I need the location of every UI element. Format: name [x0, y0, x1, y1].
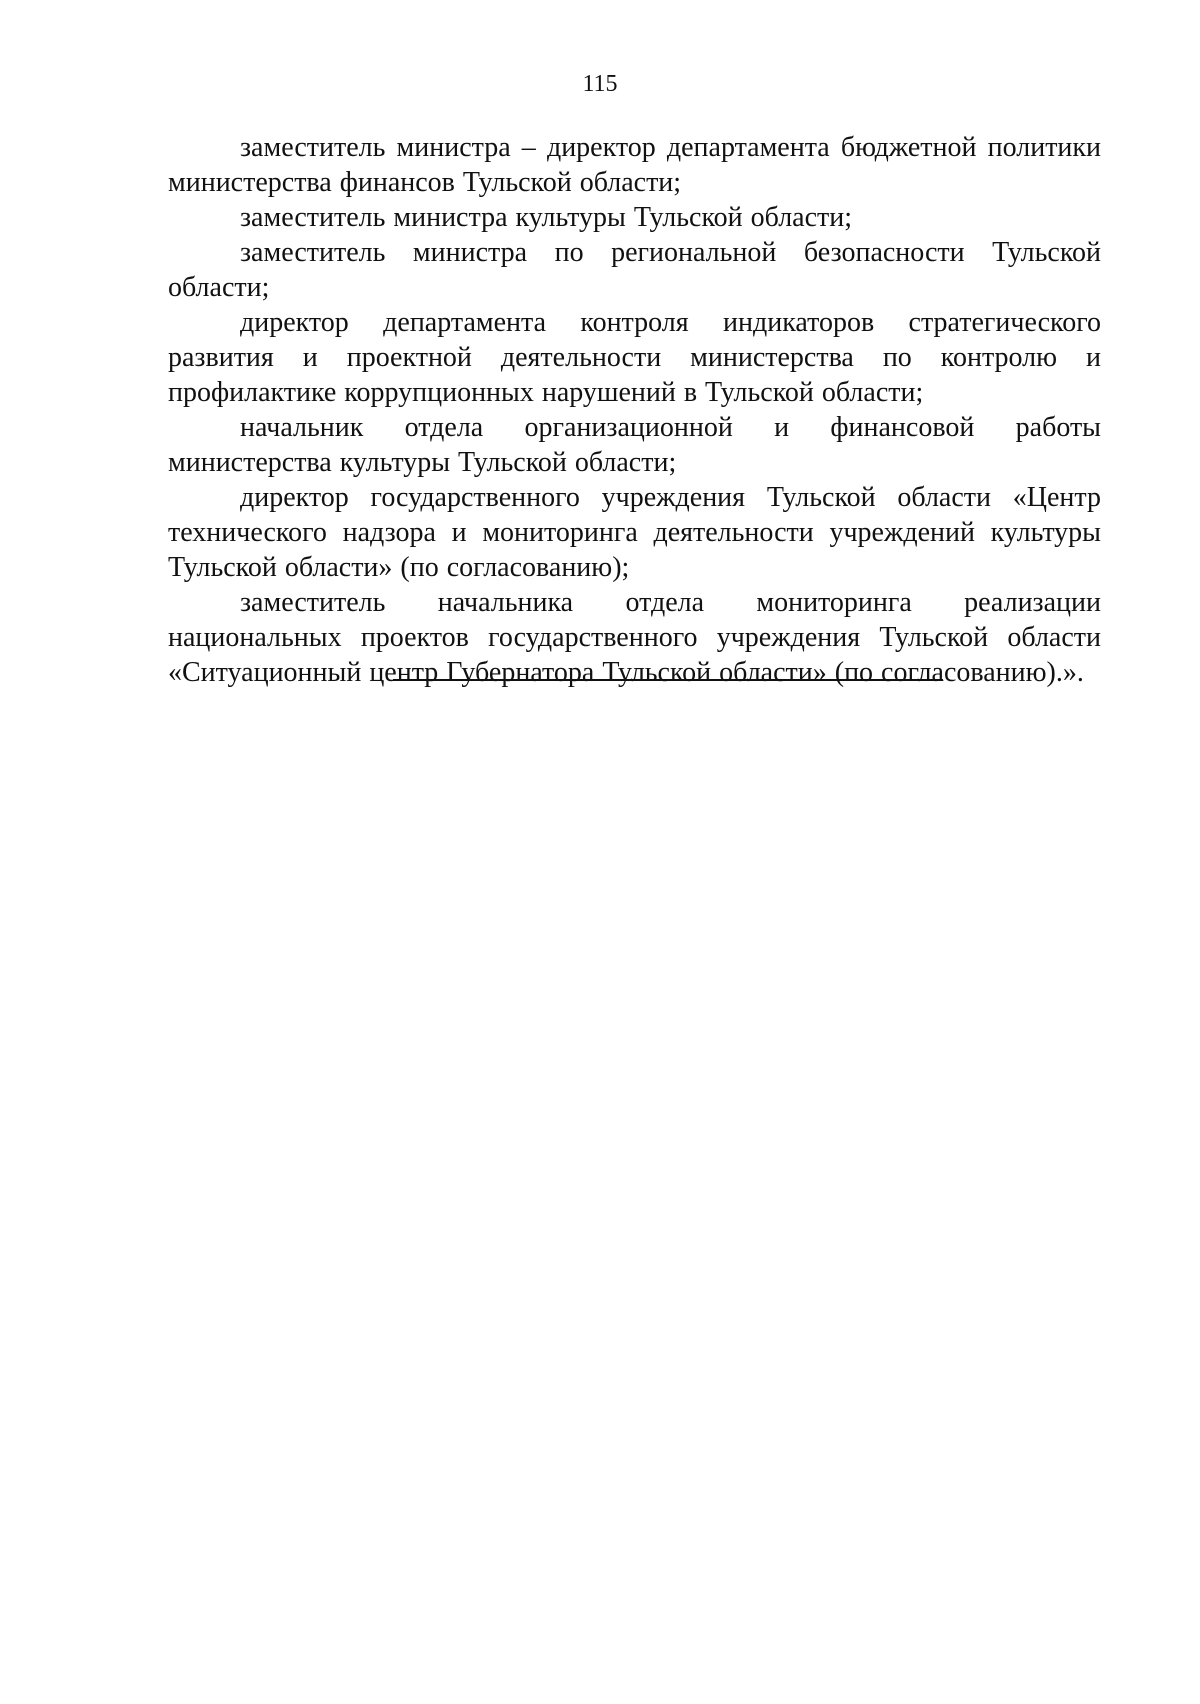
- paragraph: заместитель министра – директор департамента бюджетной политики министерства финансов Тульской области;: [168, 132, 1101, 198]
- body-text: [168, 130, 1101, 690]
- paragraph: заместитель министра по региональной безопасности Тульской области;: [168, 237, 1101, 303]
- paragraph: заместитель министра культуры Тульской области;: [240, 202, 853, 233]
- paragraph: начальник отдела организационной и финансовой работы министерства культуры Тульской области;: [168, 412, 1101, 478]
- paragraph: директор департамента контроля индикаторов стратегического развития и проектной деятельности министерства по контролю и профилактике коррупционных нарушений в Тульской области;: [168, 307, 1101, 408]
- paragraph: директор государственного учреждения Тульской области «Центр технического надзора и мониторинга деятельности учреждений культуры Тульской области» (по согласованию);: [168, 482, 1101, 583]
- end-divider: [393, 679, 943, 681]
- paragraph: заместитель начальника отдела мониторинга реализации национальных проектов государственного учреждения Тульской области «Ситуационный центр Губернатора Тульской области» (по согласованию).».: [168, 587, 1101, 688]
- page-number: 115: [582, 71, 618, 97]
